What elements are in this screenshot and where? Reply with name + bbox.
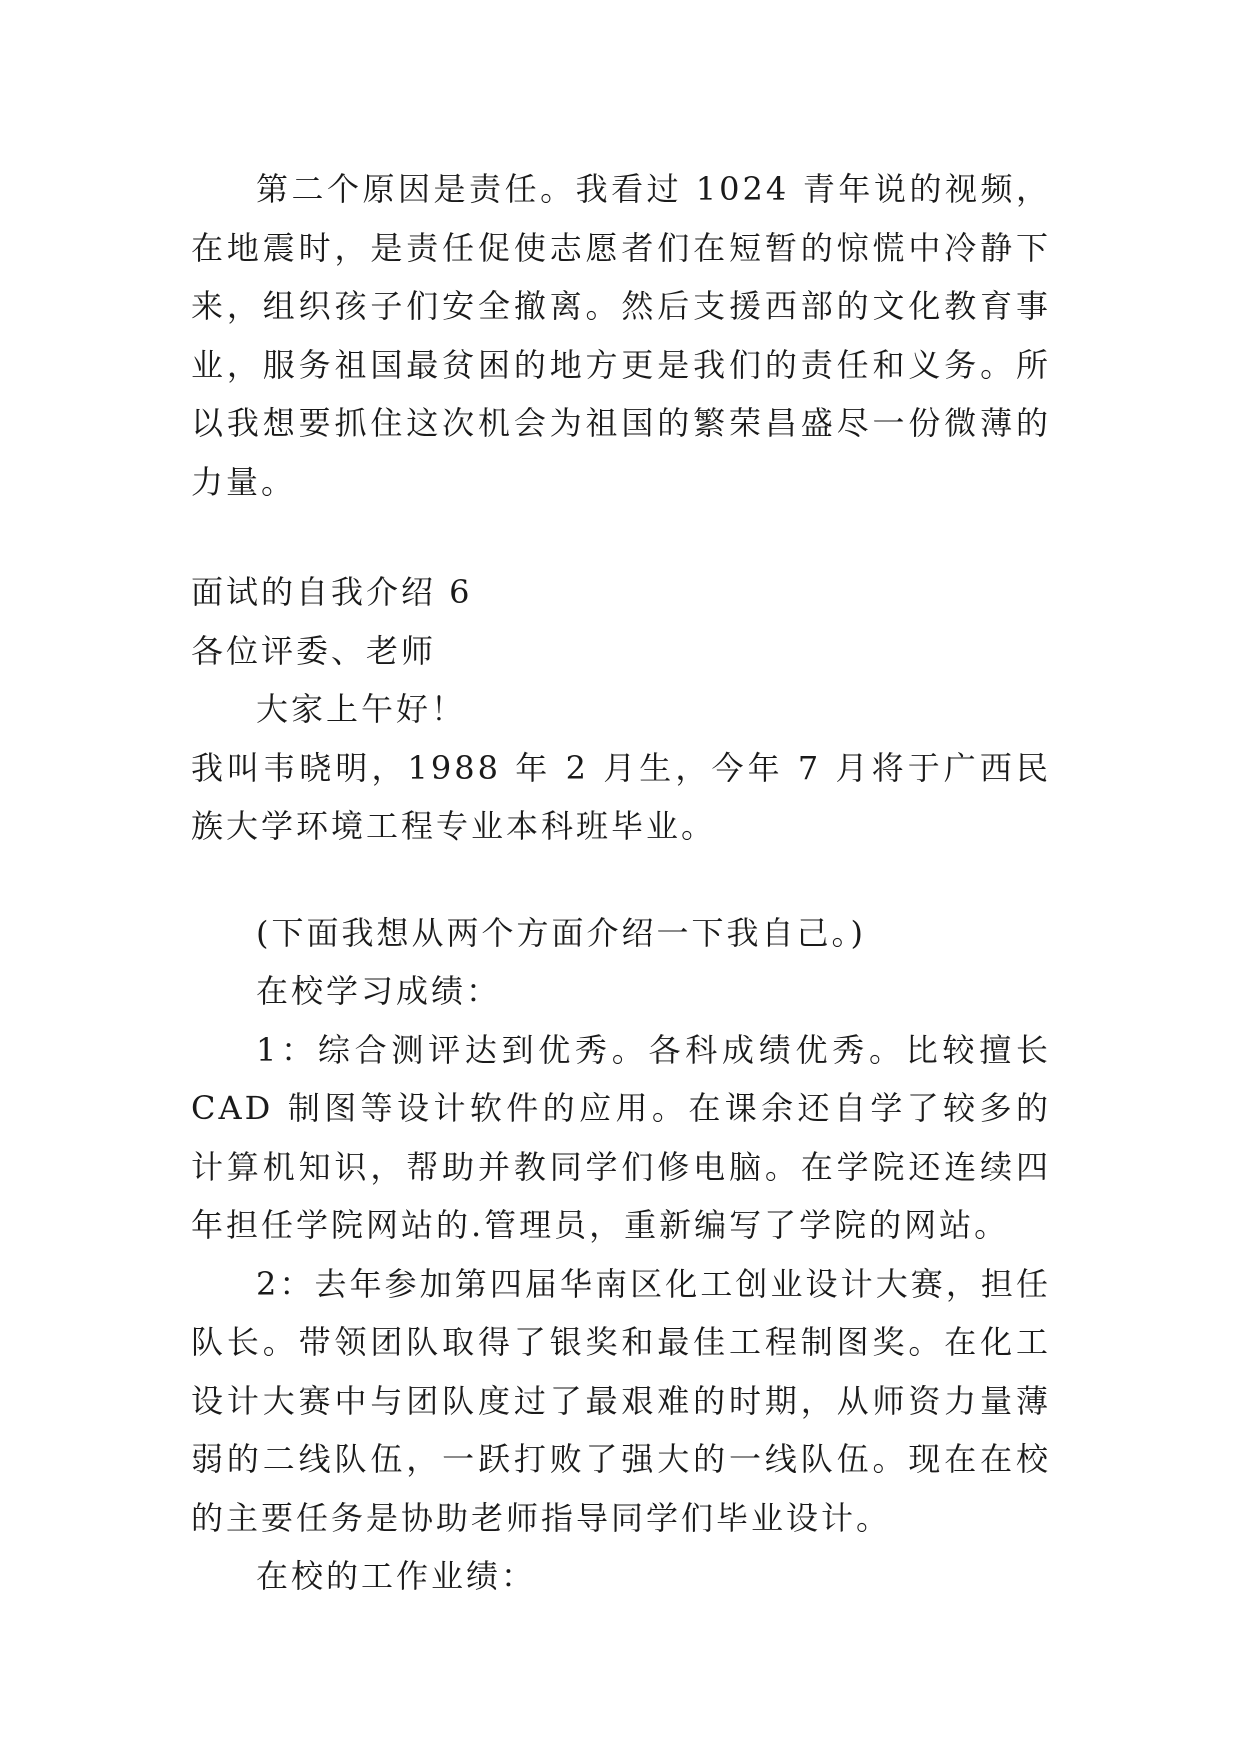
salutation: 各位评委、老师 bbox=[191, 631, 437, 670]
greeting: 大家上午好！ bbox=[256, 690, 467, 728]
paragraph-introduction: 我叫韦晓明，1988 年 2 月生，今年 7 月将于广西民族大学环境工程专业本科班毕业。 bbox=[191, 748, 1051, 845]
paragraph-overview: (下面我想从两个方面介绍一下我自己。) bbox=[256, 913, 866, 952]
subheading-work: 在校的工作业绩： bbox=[256, 1557, 537, 1595]
paragraph-responsibility: 第二个原因是责任。我看过 1024 青年说的视频，在地震时，是责任促使志愿者们在短暂的惊慌中冷静下来，组织孩子们安全撤离。然后支援西部的文化教育事业，服务祖国最贫困的地方更是我们的责任和义务。所以我想要抓住这次机会为祖国的繁荣昌盛尽一份微薄的力量。 bbox=[191, 170, 1051, 501]
paragraph-point-1: 1：综合测评达到优秀。各科成绩优秀。比较擅长 CAD 制图等设计软件的应用。在课余还自学了较多的计算机知识，帮助并教同学们修电脑。在学院还连续四年担任学院网站的.管理员，重新编写了学院的网站。 bbox=[191, 1030, 1051, 1244]
document-body bbox=[191, 160, 1051, 1606]
paragraph-point-2: 2：去年参加第四届华南区化工创业设计大赛，担任队长。带领团队取得了银奖和最佳工程制图奖。在化工设计大赛中与团队度过了最艰难的时期，从师资力量薄弱的二线队伍，一跃打败了强大的一线队伍。现在在校的主要任务是协助老师指导同学们毕业设计。 bbox=[191, 1264, 1051, 1537]
section-heading: 面试的自我介绍 6 bbox=[191, 573, 473, 611]
subheading-study: 在校学习成绩： bbox=[256, 972, 502, 1010]
